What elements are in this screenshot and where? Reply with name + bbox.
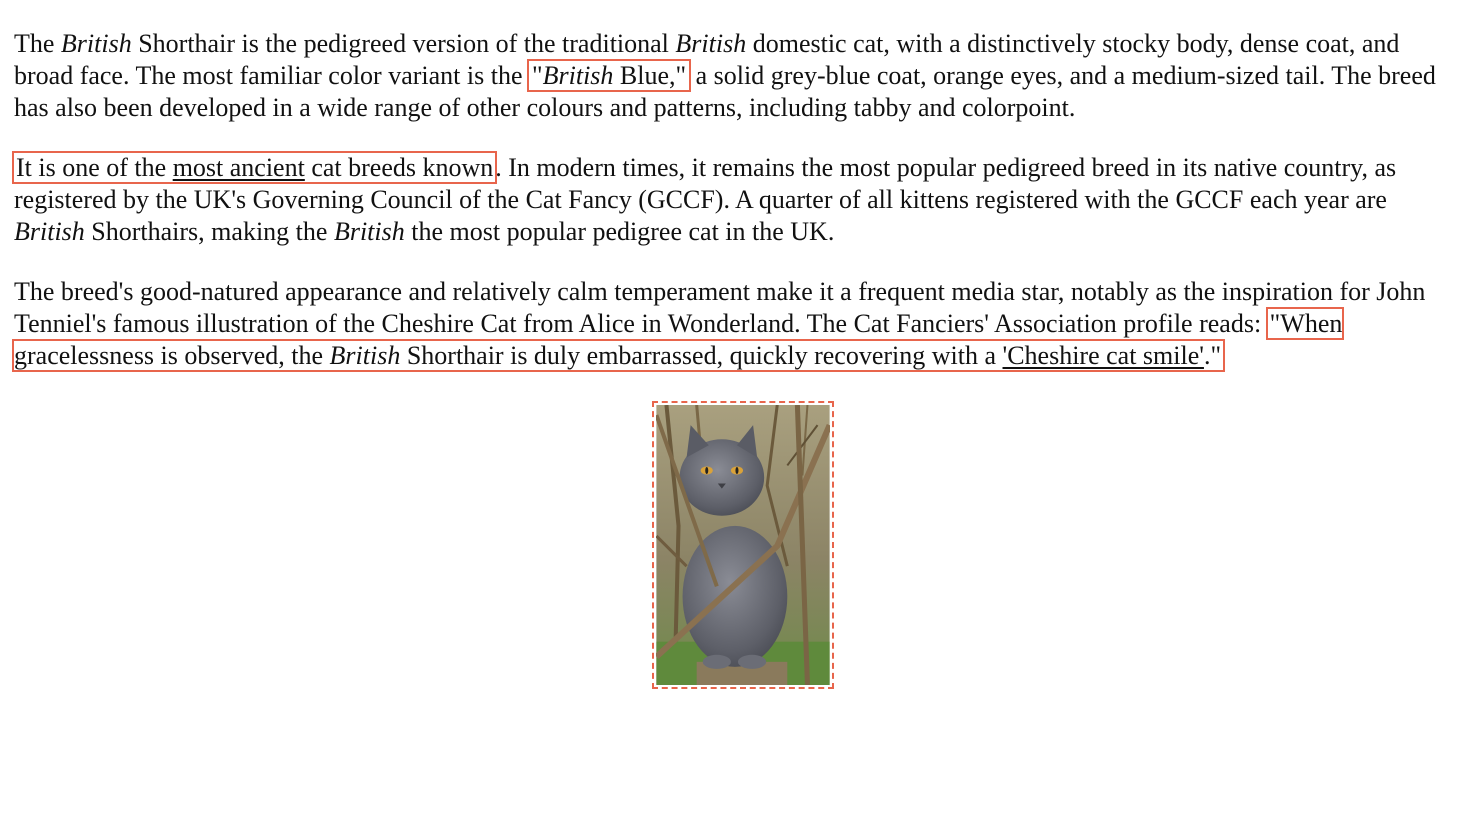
- highlight-british-blue: "British Blue,": [529, 61, 689, 90]
- cat-photo-icon: [656, 405, 830, 685]
- paragraph-media: The breed's good-natured appearance and relatively calm temperament make it a frequent media star, notably as the inspiration for John Tenniel's famous illustration of the Cheshire Cat from Alice in Wonderland. The Cat Fanciers' Association profile reads: "When gracelessness is observed, the British Shorthair is duly embarrassed, quickly recovering with a 'Cheshire cat smile'.": [14, 277, 1426, 370]
- highlight-ancient-breed: It is one of the most ancient cat breeds known: [16, 153, 494, 182]
- link-most-ancient[interactable]: most ancient: [172, 153, 305, 182]
- highlight-cfa-quote: "When gracelessness is observed, the British Shorthair is duly embarrassed, quickly recovering with a 'Cheshire cat smile'.": [14, 309, 1343, 370]
- paragraph-intro: The British Shorthair is the pedigreed version of the traditional British domestic cat, with a distinctively stocky body, dense coat, and broad face. The most familiar color variant is the "British Blue," a solid grey-blue coat, orange eyes, and a medium-sized tail. The breed has also been developed in a wide range of other colours and patterns, including tabby and colorpoint.: [14, 29, 1436, 122]
- paragraph-history: It is one of the most ancient cat breeds known. In modern times, it remains the most popular pedigreed breed in its native country, as registered by the UK's Governing Council of the Cat Fancy (GCCF). A quarter of all kittens registered with the GCCF each year are British Shorthairs, making the British the most popular pedigree cat in the UK.: [14, 153, 1397, 246]
- cat-photo-figure[interactable]: [652, 401, 834, 689]
- link-cheshire-cat-smile[interactable]: 'Cheshire cat smile': [1002, 341, 1204, 370]
